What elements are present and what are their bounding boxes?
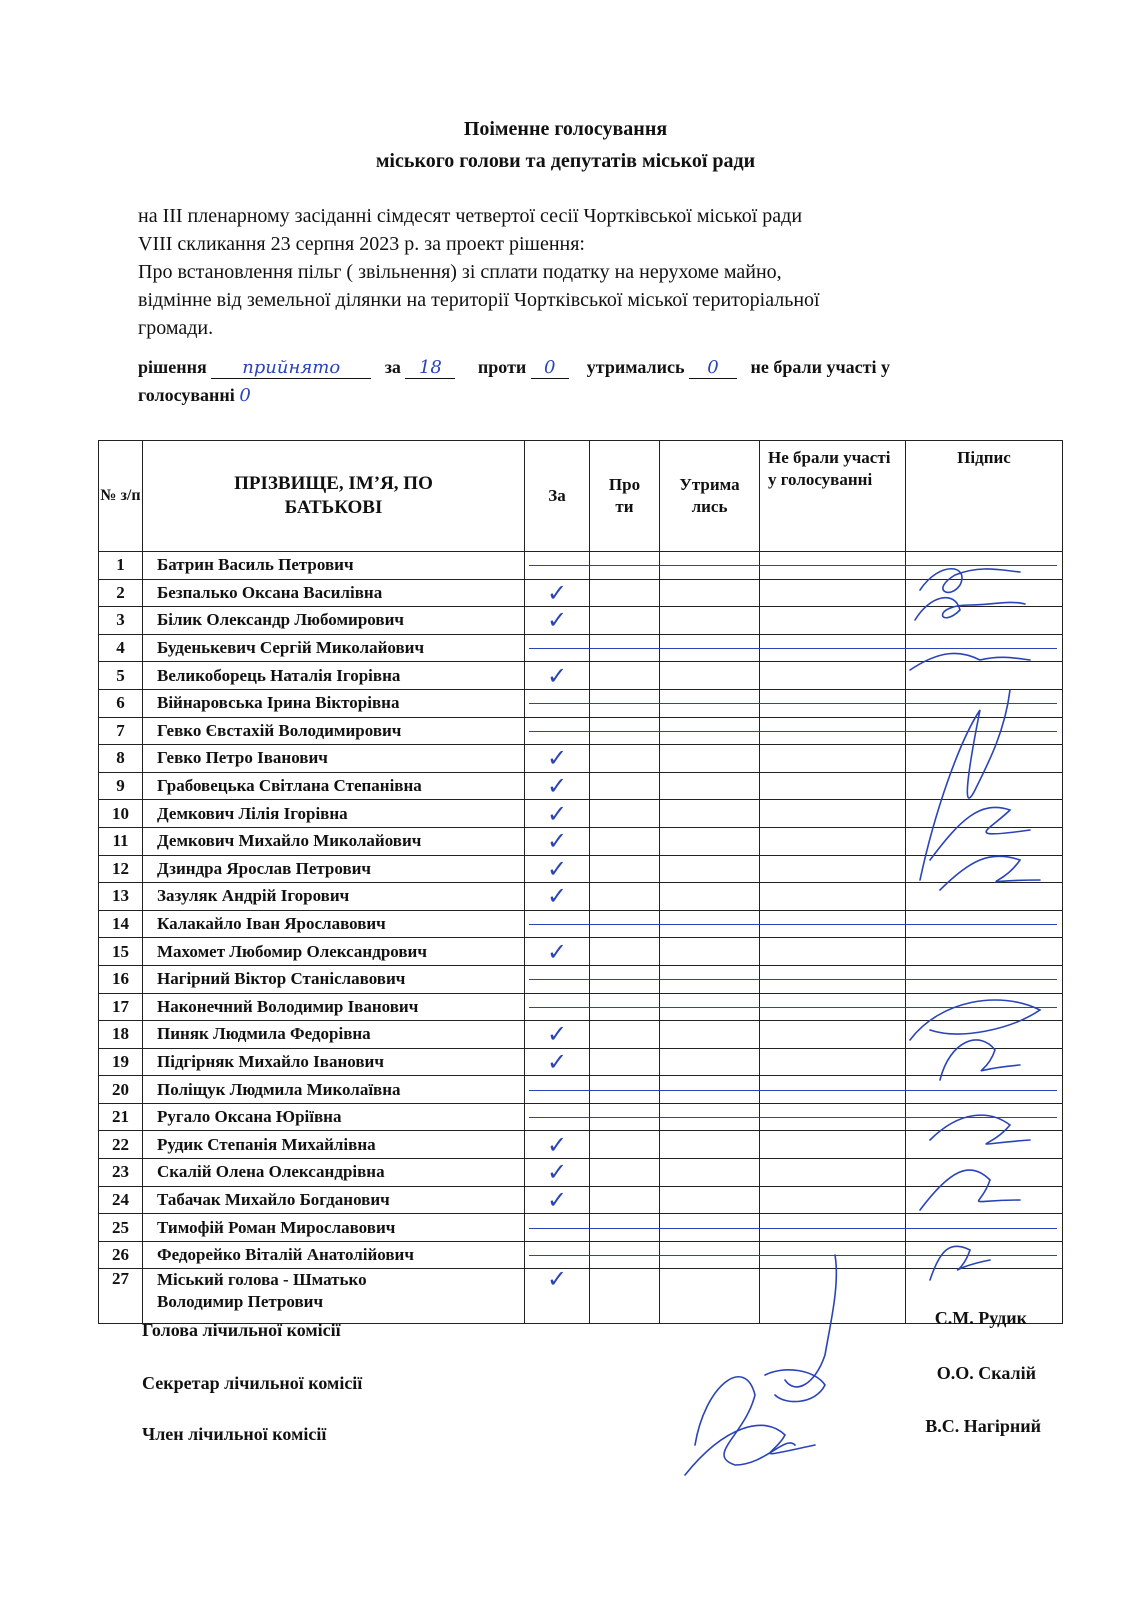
vote-not-voted-cell bbox=[760, 1131, 906, 1159]
document-title: Поіменне голосування bbox=[463, 118, 668, 140]
no-vote-dash bbox=[529, 1228, 1057, 1229]
member-name bbox=[143, 910, 525, 938]
check-mark-icon: ✓ bbox=[546, 854, 568, 883]
vote-for-cell bbox=[525, 855, 590, 883]
check-mark-icon: ✓ bbox=[546, 578, 568, 607]
member-name-text: Війнаровська Ірина Вікторівна bbox=[157, 693, 400, 713]
vote-for-cell bbox=[525, 1159, 590, 1187]
row-number: 4 bbox=[99, 634, 143, 662]
member-name-text: Зазуляк Андрій Ігорович bbox=[157, 886, 350, 906]
vote-against-cell bbox=[590, 1269, 660, 1324]
check-mark-icon: ✓ bbox=[546, 1020, 568, 1049]
member-name-text-2: Володимир Петрович bbox=[157, 1292, 324, 1312]
row-number: 22 bbox=[99, 1131, 143, 1159]
row-number: 27 bbox=[99, 1269, 143, 1324]
member-name-text: Підгірняк Михайло Іванович bbox=[157, 1051, 384, 1071]
vote-abstained-cell bbox=[660, 607, 760, 635]
vote-for-cell bbox=[525, 800, 590, 828]
abstained-label: утримались bbox=[586, 357, 685, 377]
vote-against-cell bbox=[590, 1131, 660, 1159]
vote-not-voted-cell bbox=[760, 827, 906, 855]
check-mark-icon: ✓ bbox=[546, 772, 568, 801]
member-name-text: Тимофій Роман Мирославович bbox=[157, 1217, 396, 1237]
row-number: 12 bbox=[99, 855, 143, 883]
member-name-text: Гевко Петро Іванович bbox=[157, 748, 328, 768]
row-number: 11 bbox=[99, 827, 143, 855]
member-name-text: Грабовецька Світлана Степанівна bbox=[157, 776, 422, 796]
row-number: 24 bbox=[99, 1186, 143, 1214]
row-number: 18 bbox=[99, 1021, 143, 1049]
vote-for-cell bbox=[525, 745, 590, 773]
secretary-label: Секретар лічильної комісії bbox=[142, 1373, 363, 1393]
member-name bbox=[143, 579, 525, 607]
vote-for-cell bbox=[525, 827, 590, 855]
vote-abstained-cell bbox=[660, 1131, 760, 1159]
member-name bbox=[143, 1103, 525, 1131]
member-name-text: Великоборець Наталія Ігорівна bbox=[157, 665, 401, 685]
check-mark-icon: ✓ bbox=[546, 661, 568, 690]
vote-not-voted-cell bbox=[760, 1021, 906, 1049]
row-number: 6 bbox=[99, 689, 143, 717]
no-vote-dash bbox=[529, 648, 1057, 649]
member-name bbox=[143, 1241, 525, 1269]
row-number: 21 bbox=[99, 1103, 143, 1131]
vote-abstained-cell bbox=[660, 883, 760, 911]
row-number: 10 bbox=[99, 800, 143, 828]
member-name-text: Демкович Михайло Миколайович bbox=[157, 831, 422, 851]
member-name bbox=[143, 1186, 525, 1214]
vote-against-cell bbox=[590, 772, 660, 800]
check-mark-icon: ✓ bbox=[546, 606, 568, 635]
member-name-text: Рудик Степанія Михайлівна bbox=[157, 1134, 376, 1154]
intro-line: громади. bbox=[138, 317, 214, 339]
member-name bbox=[143, 552, 525, 580]
vote-not-voted-cell bbox=[760, 883, 906, 911]
secretary-name: О.О. Скалій bbox=[936, 1363, 1036, 1383]
vote-for-cell bbox=[525, 1048, 590, 1076]
intro-paragraph bbox=[138, 202, 1058, 342]
member-name-text: Білик Олександр Любомирович bbox=[157, 610, 404, 630]
member-name-text: Дзиндра Ярослав Петрович bbox=[157, 858, 372, 878]
vote-abstained-cell bbox=[660, 772, 760, 800]
no-vote-dash bbox=[529, 1255, 1057, 1256]
vote-not-voted-cell bbox=[760, 1048, 906, 1076]
member-name bbox=[143, 634, 525, 662]
vote-abstained-cell bbox=[660, 1021, 760, 1049]
member-name-text: Ругало Оксана Юріївна bbox=[157, 1107, 342, 1127]
member-name bbox=[143, 717, 525, 745]
chair-name: С.М. Рудик bbox=[934, 1308, 1027, 1328]
check-mark-icon: ✓ bbox=[546, 1265, 568, 1294]
not-voted-label-cont: голосуванні bbox=[138, 385, 235, 405]
vote-for-cell bbox=[525, 1265, 590, 1324]
vote-for-cell bbox=[525, 1131, 590, 1159]
no-vote-dash bbox=[529, 565, 1057, 566]
member-label: Член лічильної комісії bbox=[142, 1424, 327, 1444]
document-subtitle: міського голови та депутатів міської ради bbox=[375, 150, 756, 172]
vote-against-cell bbox=[590, 1021, 660, 1049]
member-name-text: Гевко Євстахій Володимирович bbox=[157, 720, 402, 740]
vote-for-cell bbox=[525, 772, 590, 800]
member-name-text: Пиняк Людмила Федорівна bbox=[157, 1024, 371, 1044]
vote-against-cell bbox=[590, 607, 660, 635]
intro-line: Про встановлення пільг ( звільнення) зі сплати податку на нерухоме майно, bbox=[138, 261, 782, 283]
vote-for-cell bbox=[525, 938, 590, 966]
member-name bbox=[143, 965, 525, 993]
vote-against-cell bbox=[590, 827, 660, 855]
vote-against-cell bbox=[590, 883, 660, 911]
member-name bbox=[143, 607, 525, 635]
vote-not-voted-cell bbox=[760, 1159, 906, 1187]
member-name-text: Нагірний Віктор Станіславович bbox=[157, 969, 406, 989]
decision-line bbox=[138, 357, 890, 379]
member-name bbox=[143, 1159, 525, 1187]
vote-abstained-cell bbox=[660, 1186, 760, 1214]
no-vote-dash bbox=[529, 1090, 1057, 1091]
member-name bbox=[143, 1048, 525, 1076]
row-number: 2 bbox=[99, 579, 143, 607]
header-name: ПРІЗВИЩЕ, ІМ’Я, ПО БАТЬКОВІ bbox=[143, 441, 525, 552]
check-mark-icon: ✓ bbox=[546, 799, 568, 828]
commission-signatures bbox=[665, 1245, 865, 1505]
vote-abstained-cell bbox=[660, 938, 760, 966]
member-name bbox=[143, 1076, 525, 1104]
abstained-count: 0 bbox=[707, 357, 719, 378]
vote-abstained-cell bbox=[660, 1048, 760, 1076]
vote-for-cell bbox=[525, 1021, 590, 1049]
vote-for-cell bbox=[525, 1186, 590, 1214]
no-vote-dash bbox=[529, 703, 1057, 704]
header-num: № з/п bbox=[99, 441, 143, 552]
row-number: 8 bbox=[99, 745, 143, 773]
against-label: проти bbox=[477, 357, 527, 377]
row-number: 9 bbox=[99, 772, 143, 800]
member-name-text: Калакайло Іван Ярославович bbox=[157, 914, 386, 934]
for-count: 18 bbox=[418, 357, 442, 378]
row-number: 16 bbox=[99, 965, 143, 993]
member-name bbox=[143, 993, 525, 1021]
member-name: В.С. Нагірний bbox=[925, 1416, 1041, 1436]
vote-abstained-cell bbox=[660, 855, 760, 883]
vote-not-voted-cell bbox=[760, 1186, 906, 1214]
vote-against-cell bbox=[590, 745, 660, 773]
member-name-text: Махомет Любомир Олександрович bbox=[157, 941, 427, 961]
vote-abstained-cell bbox=[660, 662, 760, 690]
row-number: 14 bbox=[99, 910, 143, 938]
vote-against-cell bbox=[590, 800, 660, 828]
vote-not-voted-cell bbox=[760, 607, 906, 635]
member-name-text: Безпалько Оксана Василівна bbox=[157, 582, 383, 602]
vote-against-cell bbox=[590, 938, 660, 966]
row-number: 7 bbox=[99, 717, 143, 745]
header-abstained: Утрима лись bbox=[660, 441, 760, 552]
vote-abstained-cell bbox=[660, 1159, 760, 1187]
header-against: Про ти bbox=[590, 441, 660, 552]
member-name bbox=[143, 855, 525, 883]
check-mark-icon: ✓ bbox=[546, 1047, 568, 1076]
row-number: 26 bbox=[99, 1241, 143, 1269]
check-mark-icon: ✓ bbox=[546, 1185, 568, 1214]
check-mark-icon: ✓ bbox=[546, 744, 568, 773]
row-number: 5 bbox=[99, 662, 143, 690]
check-mark-icon: ✓ bbox=[546, 937, 568, 966]
intro-line: на ІІІ пленарному засіданні сімдесят четвертої сесії Чортківської міської ради bbox=[138, 205, 803, 227]
row-number: 20 bbox=[99, 1076, 143, 1104]
intro-line: VIII скликання 23 серпня 2023 р. за проект рішення: bbox=[138, 233, 585, 255]
vote-against-cell bbox=[590, 855, 660, 883]
for-label: за bbox=[384, 357, 401, 377]
member-name bbox=[143, 772, 525, 800]
decision-label: рішення bbox=[138, 357, 207, 377]
vote-not-voted-cell bbox=[760, 579, 906, 607]
member-name-text: Буденькевич Сергій Миколайович bbox=[157, 638, 425, 658]
member-name-text: Поліщук Людмила Миколаївна bbox=[157, 1079, 401, 1099]
member-name bbox=[143, 689, 525, 717]
member-name bbox=[143, 938, 525, 966]
member-name-text: Табачак Михайло Богданович bbox=[157, 1189, 390, 1209]
not-voted-count: 0 bbox=[239, 385, 251, 406]
member-name-text: Батрин Василь Петрович bbox=[157, 555, 354, 575]
member-name bbox=[143, 883, 525, 911]
member-name bbox=[143, 745, 525, 773]
member-name bbox=[143, 662, 525, 690]
row-number: 1 bbox=[99, 552, 143, 580]
header-for: За bbox=[525, 441, 590, 552]
vote-against-cell bbox=[590, 1186, 660, 1214]
vote-not-voted-cell bbox=[760, 745, 906, 773]
header-not-voted: Не брали участі у голосуванні bbox=[760, 441, 906, 552]
row-number: 19 bbox=[99, 1048, 143, 1076]
vote-not-voted-cell bbox=[760, 800, 906, 828]
row-number: 13 bbox=[99, 883, 143, 911]
no-vote-dash bbox=[529, 1007, 1057, 1008]
vote-abstained-cell bbox=[660, 745, 760, 773]
header-signature: Підпис bbox=[906, 441, 1063, 552]
member-name-text: Демкович Лілія Ігорівна bbox=[157, 803, 348, 823]
vote-abstained-cell bbox=[660, 800, 760, 828]
signature-scribbles bbox=[900, 560, 1060, 1300]
vote-not-voted-cell bbox=[760, 855, 906, 883]
row-number: 3 bbox=[99, 607, 143, 635]
member-name-text: Міський голова - Шматько bbox=[157, 1270, 367, 1290]
no-vote-dash bbox=[529, 1117, 1057, 1118]
vote-against-cell bbox=[590, 662, 660, 690]
decision-value: прийнято bbox=[242, 357, 341, 378]
member-name-text: Скалій Олена Олександрівна bbox=[157, 1162, 385, 1182]
no-vote-dash bbox=[529, 924, 1057, 925]
no-vote-dash bbox=[529, 979, 1057, 980]
vote-for-cell bbox=[525, 662, 590, 690]
row-number: 17 bbox=[99, 993, 143, 1021]
check-mark-icon: ✓ bbox=[546, 1158, 568, 1187]
vote-for-cell bbox=[525, 579, 590, 607]
vote-not-voted-cell bbox=[760, 938, 906, 966]
vote-not-voted-cell bbox=[760, 662, 906, 690]
member-name bbox=[143, 1131, 525, 1159]
not-voted-label: не брали участі у bbox=[750, 357, 890, 377]
vote-against-cell bbox=[590, 1159, 660, 1187]
against-count: 0 bbox=[544, 357, 556, 378]
member-name-text: Наконечний Володимир Іванович bbox=[157, 996, 419, 1016]
decision-line-2 bbox=[138, 385, 251, 406]
vote-against-cell bbox=[590, 579, 660, 607]
row-number: 23 bbox=[99, 1159, 143, 1187]
vote-abstained-cell bbox=[660, 579, 760, 607]
vote-abstained-cell bbox=[660, 827, 760, 855]
check-mark-icon: ✓ bbox=[546, 1130, 568, 1159]
member-name bbox=[143, 1214, 525, 1242]
member-name-text: Федорейко Віталій Анатолійович bbox=[157, 1245, 414, 1265]
member-name bbox=[143, 827, 525, 855]
chair-label: Голова лічильної комісії bbox=[142, 1320, 341, 1340]
vote-against-cell bbox=[590, 1048, 660, 1076]
member-name bbox=[143, 1269, 525, 1324]
member-name bbox=[143, 1021, 525, 1049]
row-number: 15 bbox=[99, 938, 143, 966]
vote-for-cell bbox=[525, 883, 590, 911]
intro-line: відмінне від земельної ділянки на території Чортківської міської територіальної bbox=[138, 289, 820, 311]
member-name bbox=[143, 800, 525, 828]
vote-for-cell bbox=[525, 607, 590, 635]
row-number: 25 bbox=[99, 1214, 143, 1242]
vote-not-voted-cell bbox=[760, 772, 906, 800]
no-vote-dash bbox=[529, 731, 1057, 732]
check-mark-icon: ✓ bbox=[546, 882, 568, 911]
check-mark-icon: ✓ bbox=[546, 827, 568, 856]
